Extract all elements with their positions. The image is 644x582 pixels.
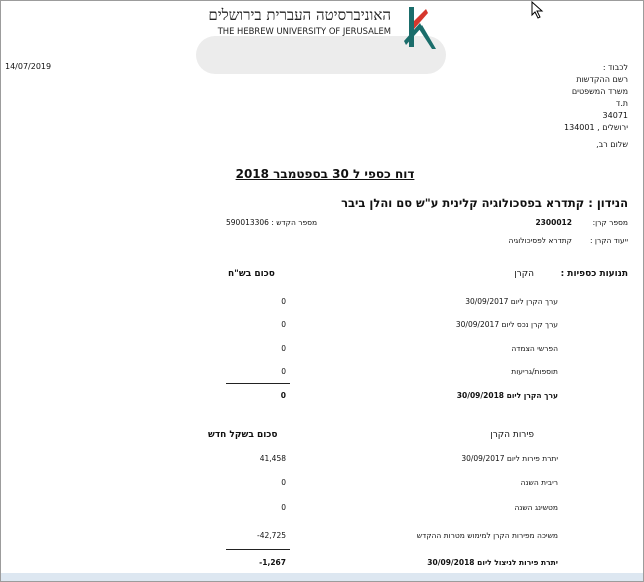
letter-date: 14/07/2019 [5, 62, 52, 71]
report-title: דוח כספי ל 30 בספטמבר 2018 [235, 167, 415, 181]
address-line: ת.ד [615, 99, 628, 108]
address-line: ירושלים , 134001 [564, 123, 628, 132]
section1-total-rule [226, 383, 290, 384]
section-monetary-movements-title: תנועות כספיות : [560, 269, 628, 279]
section1-row-value: 0 [281, 320, 286, 329]
section2-row-value: -42,725 [257, 531, 286, 540]
fund-purpose: קתדרא לפסיכולוגיה [508, 236, 572, 245]
fund-purpose-label: ייעוד הקרן : [590, 236, 628, 245]
bottom-scroll-strip [1, 573, 643, 581]
address-line: 34071 [602, 111, 628, 120]
section2-fund-header: פירות הקרן [490, 430, 534, 440]
section1-total-label: ערך הקרן ליום 30/09/2018 [456, 391, 558, 400]
university-name-hebrew: האוניברסיטה העברית בירושלים [208, 6, 391, 24]
section1-total-value: 0 [280, 391, 286, 400]
section2-row-label: יתרת פירות ליום 30/09/2017 [461, 454, 558, 463]
section1-row-label: ערך קרן נכס ליום 30/09/2017 [455, 320, 558, 329]
section2-row-value: 0 [281, 503, 286, 512]
section2-row-label: משיכה מפירות הקרן למימוש מטרות ההקדש [416, 531, 558, 540]
address-line: משרד המשפטים [571, 87, 628, 96]
section1-row-value: 0 [281, 344, 286, 353]
section1-amount-header: סכום בש"ח [228, 269, 275, 279]
section2-total-label: יתרת פירות לניצול ליום 30/09/2018 [427, 558, 558, 567]
address-line: לכבוד : [602, 63, 628, 72]
fund-number-label: מספר קרן: [592, 218, 628, 227]
section1-row-label: הפרשי הצמדה [511, 344, 558, 353]
recipient-address [564, 62, 628, 134]
fund-number: 2300012 [535, 218, 572, 227]
address-line: רשם ההקדשות [576, 75, 628, 84]
university-name-english: THE HEBREW UNIVERSITY OF JERUSALEM [217, 26, 391, 36]
section2-amount-header: סכום בשקל חדש [208, 430, 278, 440]
subject-line: הנידון : קתדרא בפסכולוגיה קלינית ע"ש סם והלן ביבר [341, 196, 628, 210]
section1-row-value: 0 [281, 367, 286, 376]
section1-fund-header: הקרן [514, 269, 534, 279]
greeting: שלום רב, [596, 140, 628, 149]
section1-row-label: ערך הקרן ליום 30/09/2017 [465, 297, 558, 306]
section2-row-value: 41,458 [259, 454, 286, 463]
mouse-cursor-icon [531, 1, 545, 19]
section2-total-rule [226, 549, 290, 550]
section1-row-value: 0 [281, 297, 286, 306]
section2-row-label: ריבית השנה [520, 478, 558, 487]
section1-row-label: תוספות/גריעות [511, 367, 558, 376]
section2-total-value: -1,267 [259, 558, 286, 567]
section2-row-label: מטשינג השנה [514, 503, 558, 512]
hebrew-university-logo-icon [392, 3, 442, 53]
endowment-number: מספר הקדש : 590013306 [226, 218, 318, 227]
section2-row-value: 0 [281, 478, 286, 487]
